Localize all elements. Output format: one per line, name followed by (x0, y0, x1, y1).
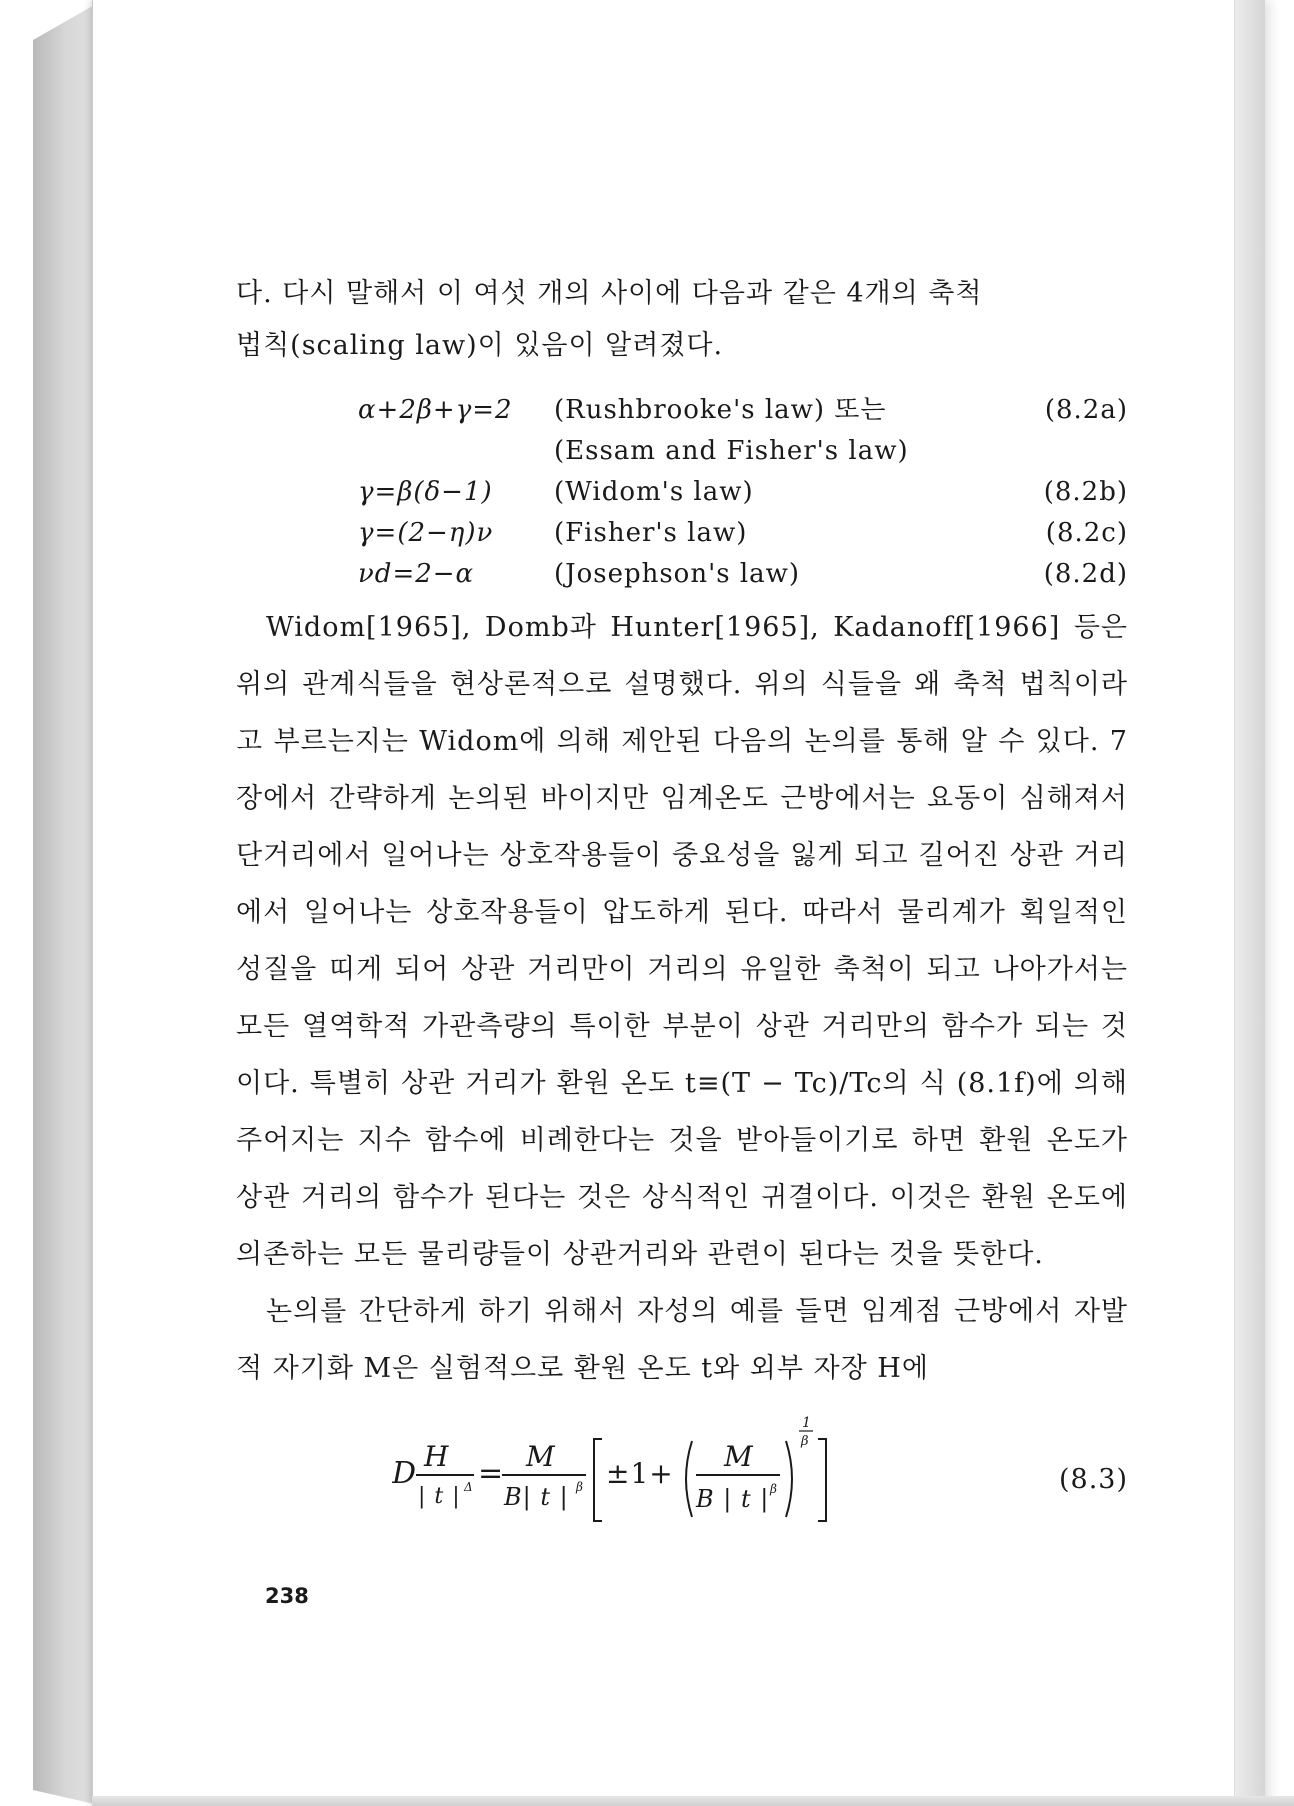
eq-inner-exponent: β (770, 1482, 778, 1496)
equation-number: (8.2a) (1044, 395, 1128, 425)
right-paren (786, 1441, 792, 1517)
equation-law: (Essam and Fisher's law) (554, 436, 909, 466)
equation-law: (Rushbrooke's law) 또는 (554, 395, 887, 425)
eq-bracket-term: ±1+ (606, 1457, 674, 1490)
page-content (236, 268, 1128, 1531)
eq-coeff: D (392, 1456, 418, 1491)
eq-rhs-denominator: B| t | (504, 1483, 569, 1511)
equation-law: (Josephson's law) (554, 559, 801, 589)
equation-row (236, 505, 1128, 548)
page-bottom-edge (92, 1796, 1294, 1806)
equation-law: (Fisher's law) (554, 518, 748, 548)
eq-lhs-exponent: Δ (464, 1480, 474, 1494)
scaling-law-equations (236, 382, 1128, 595)
equation-row (236, 382, 1128, 425)
eq-outer-exp-num: 1 (802, 1415, 812, 1431)
equation-formula: νd=2−α (358, 559, 475, 589)
equation-row (236, 423, 1128, 466)
equation-number: (8.2c) (1045, 518, 1128, 548)
equation-formula: γ=(2−η)ν (358, 518, 494, 548)
page-number: 238 (265, 1584, 309, 1608)
page-edge (1234, 0, 1265, 1806)
equation-formula: γ=β(δ−1) (358, 477, 493, 507)
equation-number: (8.2d) (1043, 559, 1128, 589)
left-paren (686, 1441, 692, 1517)
intro-line: 법칙(scaling law)이 있음이 알려졌다. (236, 330, 724, 361)
equation-law: (Widom's law) (554, 477, 754, 507)
equation-number: (8.3) (1058, 1464, 1128, 1495)
equation-row (236, 464, 1128, 507)
body-paragraph: 논의를 간단하게 하기 위해서 자성의 예를 들면 임계점 근방에서 자발적 자기화 M은 실험적으로 환원 온도 t와 외부 자장 H에 (236, 1296, 1128, 1384)
eq-inner-denominator: B | t | (696, 1485, 770, 1513)
eq-inner-numerator: M (724, 1440, 754, 1473)
eq-rhs-exponent: β (576, 1480, 584, 1494)
equation-formula: α+2β+γ=2 (358, 395, 513, 425)
equation-number: (8.2b) (1043, 477, 1128, 507)
eq-rhs-numerator: M (526, 1440, 556, 1473)
eq-lhs-numerator: H (424, 1440, 450, 1473)
equation-graphic (392, 1411, 872, 1531)
intro-line: 다. 다시 말해서 이 여섯 개의 사이에 다음과 같은 4개의 축척 (236, 278, 983, 309)
display-equation (236, 1411, 1128, 1531)
eq-outer-exp-den: β (801, 1434, 810, 1449)
intro-paragraph (236, 268, 1128, 372)
equation-row (236, 546, 1128, 589)
eq-equals: = (478, 1456, 505, 1491)
eq-lhs-denominator: | t | (418, 1484, 461, 1509)
body-paragraph: Widom[1965], Domb과 Hunter[1965], Kadanoff[1966] 등은 위의 관계식들을 현상론적으로 설명했다. 위의 식들을 왜 축척 법칙이라고 부르는지는 Widom에 의해 제안된 다음의 논의를 통해 알 수 있다. 7장에서 간략하게 논의된 바이지만 임계온도 근방에서는 요동이 심해져서 단거리에서 일어나는 상호작용들이 중요성을 잃게 되고 길어진 상관 거리에서 일어나는 상호작용들이 압도하게 된다. 따라서 물리계가 획일적인 성질을 띠게 되어 상관 거리만이 거리의 유일한 축척이 되고 나아가서는 모든 열역학적 가관측량의 특이한 부분이 상관 거리만의 함수가 되는 것이다. 특별히 상관 거리가 환원 온도 t≡(T − Tc)/Tc의 식 (8.1f)에 의해 주어지는 지수 함수에 비례한다는 것을 받아들이기로 하면 환원 온도가 상관 거리의 함수가 된다는 것은 상식적인 귀결이다. 이것은 환원 온도에 의존하는 모든 물리량들이 상관거리와 관련이 된다는 것을 뜻한다. (236, 612, 1128, 1270)
right-bracket (818, 1439, 826, 1521)
left-bracket (594, 1439, 602, 1521)
